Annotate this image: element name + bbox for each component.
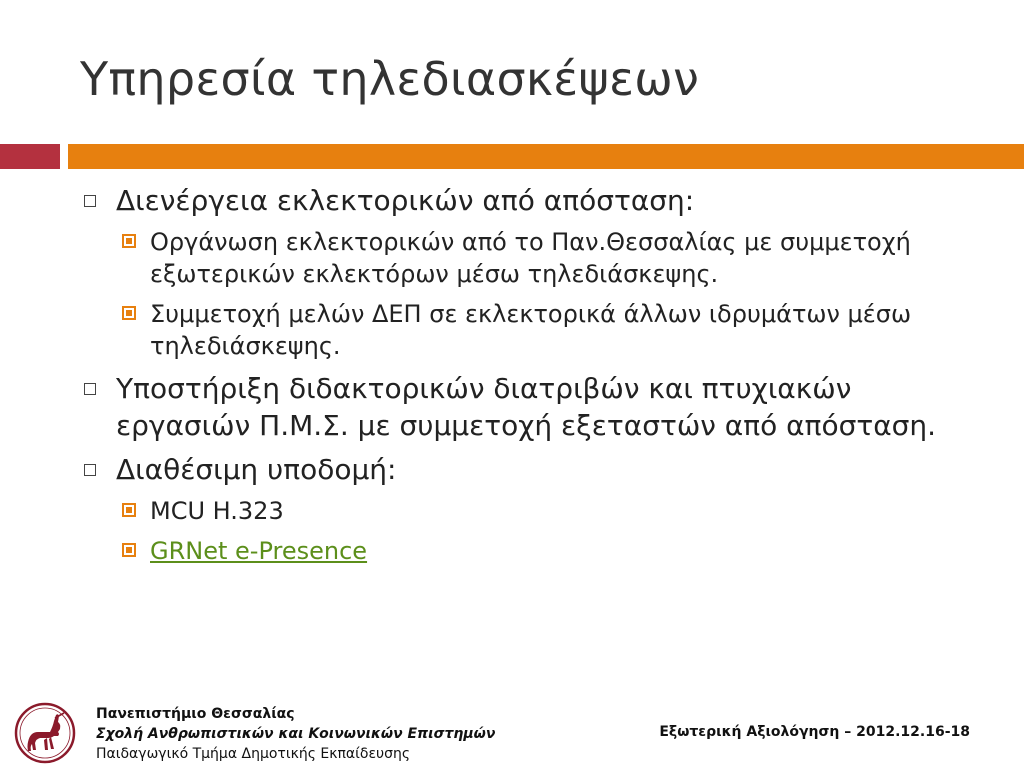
- bullet-text: Υποστήριξη διδακτορικών διατριβών και πτυχιακών εργασιών Π.Μ.Σ. με συμμετοχή εξεταστών από απόσταση.: [116, 372, 937, 442]
- hollow-square-bullet-icon: [84, 195, 96, 207]
- orange-square-bullet-icon: [122, 503, 136, 517]
- footer-university: Πανεπιστήμιο Θεσσαλίας: [96, 706, 295, 722]
- orange-square-bullet-icon: [122, 306, 136, 320]
- footer-institution: [96, 704, 495, 764]
- sub-bullet-text: Συμμετοχή μελών ΔΕΠ σε εκλεκτορικά άλλων ιδρυμάτων μέσω τηλεδιάσκεψης.: [150, 300, 912, 360]
- bullet-thesis-support: [82, 370, 982, 444]
- sub-bullet-participate-elections: [122, 298, 982, 362]
- slide-content: [82, 182, 982, 575]
- sub-bullet-text: MCU H.323: [150, 497, 284, 525]
- sub-bullet-mcu: [122, 495, 982, 527]
- epresence-link[interactable]: GRNet e-Presence: [150, 537, 368, 565]
- accent-bar-orange: [68, 144, 1024, 169]
- hollow-square-bullet-icon: [84, 464, 96, 476]
- bullet-remote-elections: [82, 182, 982, 219]
- sub-bullet-text: Οργάνωση εκλεκτορικών από το Παν.Θεσσαλίας με συμμετοχή εξωτερικών εκλεκτόρων μέσω τηλεδιάσκεψης.: [150, 228, 911, 288]
- bullet-infrastructure: [82, 451, 982, 488]
- bullet-text: Διαθέσιμη υποδομή:: [116, 453, 397, 486]
- orange-square-bullet-icon: [122, 543, 136, 557]
- orange-square-bullet-icon: [122, 234, 136, 248]
- hollow-square-bullet-icon: [84, 383, 96, 395]
- slide-title: Υπηρεσία τηλεδιασκέψεων: [80, 52, 700, 106]
- footer-department: Παιδαγωγικό Τμήμα Δημοτικής Εκπαίδευσης: [96, 746, 411, 762]
- sub-bullet-epresence: [122, 535, 982, 567]
- sub-bullet-organize-elections: [122, 226, 982, 290]
- accent-bar-red: [0, 144, 60, 169]
- university-seal-logo: [14, 702, 76, 764]
- footer-event: Εξωτερική Αξιολόγηση – 2012.12.16-18: [659, 724, 970, 740]
- footer-school: Σχολή Ανθρωπιστικών και Κοινωνικών Επιστημών: [96, 726, 496, 742]
- bullet-text: Διενέργεια εκλεκτορικών από απόσταση:: [116, 184, 695, 217]
